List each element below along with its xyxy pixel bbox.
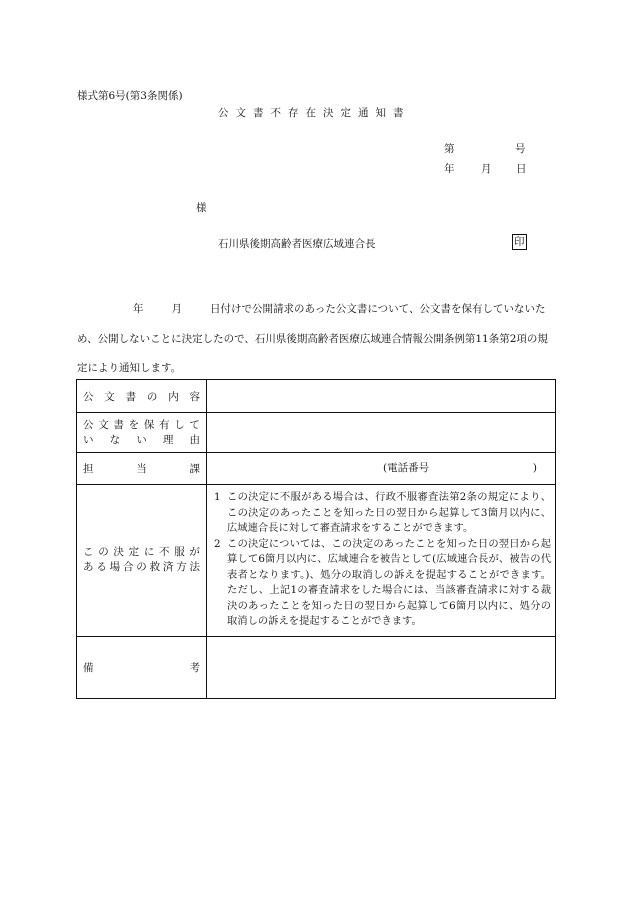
form-number: 様式第6号(第3条関係) (77, 90, 183, 102)
value-remarks[interactable] (207, 636, 556, 698)
label-char: 方 (176, 561, 187, 574)
remedy-item (211, 537, 551, 630)
date-year: 年 (444, 163, 455, 175)
label-char: 考 (189, 661, 200, 674)
label-char: 不 (159, 546, 170, 559)
label-remedy (77, 485, 207, 637)
label-char: 服 (174, 546, 185, 559)
body-text: 日付けで公開請求のあった公文書について、公文書を保有していないため、公開しないことに決定したので、石川県後期高齢者医療広域連合情報公開条例第11条第2項の規定により通知します。 (77, 303, 548, 374)
label-remarks-text (83, 660, 200, 675)
table-row-reason (77, 413, 556, 453)
label-char: に (143, 546, 155, 559)
value-document-content[interactable] (207, 380, 556, 413)
label-char: 書 (125, 390, 137, 403)
label-char: こ (83, 546, 94, 559)
date-day: 日 (516, 163, 527, 175)
label-char: い (136, 433, 147, 446)
label-char: の (98, 546, 109, 559)
addressee-suffix: 様 (196, 202, 207, 214)
label-char: 有 (159, 418, 170, 431)
table-row-remedy (77, 485, 556, 637)
label-char: 容 (189, 390, 200, 403)
label-char: 内 (168, 390, 179, 403)
label-char: 課 (189, 463, 200, 475)
ref-number-suffix: 号 (515, 143, 526, 155)
seal-mark: 印 (514, 236, 525, 248)
label-char: 文 (98, 418, 109, 431)
ref-number-prefix: 第 (444, 143, 455, 155)
value-reason[interactable] (207, 413, 556, 453)
label-department-text (83, 461, 200, 476)
label-char: 場 (109, 561, 121, 574)
decision-table (76, 379, 556, 699)
phone-number-close: ) (532, 462, 537, 474)
label-char: 文 (104, 390, 115, 403)
label-char: 保 (143, 418, 155, 431)
label-char: い (83, 433, 94, 446)
label-char: 当 (136, 463, 147, 475)
label-char: 済 (162, 561, 174, 574)
label-remedy-line2 (83, 560, 200, 575)
table-row-department (77, 453, 556, 485)
remedy-item-text: この決定については、この決定のあったことを知った日の翌日から起算して6箇月以内に、広域連合を被告として(広域連合長が、被告の代表者となります。)、処分の取消しの訴えを提起することができます。ただし、上記1の審査請求をした場合には、当該審査請求に対する裁決のあったことを知った日の翌日から起算して6箇月以内に、処分の取消しの訴えを提起することができます。 (227, 537, 551, 627)
label-char: 公 (83, 390, 94, 403)
remedy-item-number: 2 (214, 537, 221, 550)
document-title: 公文書不存在決定通知書 (218, 107, 411, 119)
label-char: て (189, 418, 200, 431)
label-char: 定 (128, 546, 140, 559)
label-document-content (77, 380, 207, 413)
remedy-item (211, 490, 551, 537)
date-month: 月 (481, 163, 492, 175)
label-department (77, 453, 207, 485)
label-char: 決 (113, 546, 124, 559)
phone-number-label: (電話番号 (383, 462, 430, 474)
label-char: が (189, 546, 200, 559)
label-char: 公 (83, 418, 94, 431)
label-reason-line1 (83, 418, 200, 433)
label-reason-line2 (83, 433, 200, 448)
label-char: 由 (189, 433, 200, 446)
label-remedy-line1 (83, 545, 200, 560)
label-reason (77, 413, 207, 453)
label-char: 備 (83, 661, 94, 674)
label-char: の (136, 561, 147, 574)
table-row-content (77, 380, 556, 413)
label-char: あ (83, 561, 94, 574)
label-remarks (77, 636, 207, 698)
label-char: な (109, 433, 121, 446)
value-department[interactable] (207, 453, 556, 485)
label-char: る (96, 561, 107, 574)
notice-body (77, 295, 555, 384)
table-row-remarks (77, 636, 556, 698)
remedy-item-number: 1 (214, 491, 221, 503)
issuer-name: 石川県後期高齢者医療広域連合長 (218, 238, 376, 250)
value-remedy (207, 485, 556, 637)
label-char: 合 (122, 561, 134, 574)
label-char: 書 (113, 418, 124, 431)
label-char: し (174, 418, 185, 431)
body-month: 月 (171, 303, 182, 315)
label-document-content-text (83, 389, 200, 404)
label-char: 法 (189, 561, 200, 574)
label-char: を (128, 418, 140, 431)
label-char: 担 (83, 463, 94, 475)
body-year: 年 (133, 303, 144, 315)
label-char: 理 (162, 433, 174, 446)
label-char: の (146, 390, 158, 403)
remedy-item-text: この決定に不服がある場合は、行政不服審査法第2条の規定により、この決定のあったことを知った日の翌日から起算して3箇月以内に、広域連合長に対して審査請求をすることができます。 (227, 491, 551, 534)
label-char: 救 (149, 561, 161, 574)
